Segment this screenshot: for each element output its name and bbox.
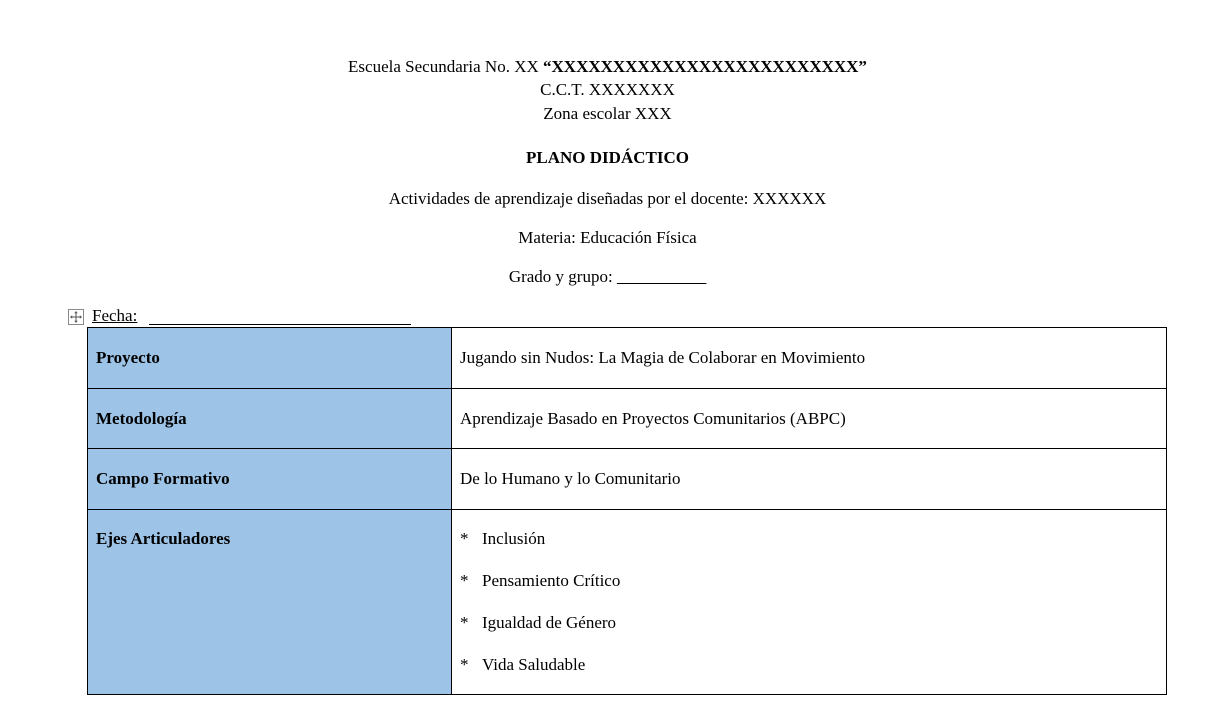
ejes-articuladores-list xyxy=(452,510,1167,695)
cct-line: C.C.T. XXXXXXX xyxy=(540,80,675,99)
eje-inclusion: Inclusión xyxy=(482,529,546,548)
grado-label: Grado y grupo: xyxy=(508,267,617,286)
table-row xyxy=(88,389,1167,449)
eje-igualdad-genero: Igualdad de Género xyxy=(482,613,617,632)
fecha-underline xyxy=(149,324,411,325)
eje-vida-saludable: Vida Saludable xyxy=(482,655,586,674)
zona-line: Zona escolar XXX xyxy=(543,104,672,123)
fecha-label: Fecha: xyxy=(92,306,138,325)
metodologia-value: Aprendizaje Basado en Proyectos Comunitarios (ABPC) xyxy=(452,389,1167,449)
bullet-mark: * xyxy=(460,655,469,674)
school-prefix: Escuela Secundaria No. XX xyxy=(348,57,544,76)
list-item xyxy=(460,655,1166,675)
eje-pensamiento-critico: Pensamiento Crítico xyxy=(482,571,621,590)
proyecto-label: Proyecto xyxy=(88,328,452,389)
list-item xyxy=(460,613,1166,633)
grado-blank: ____ ______ xyxy=(616,267,707,286)
document-title: PLANO DIDÁCTICO xyxy=(526,148,689,167)
activities-line: Actividades de aprendizaje diseñadas por el docente: XXXXXX xyxy=(388,189,827,208)
table-row xyxy=(88,328,1167,389)
materia-line: Materia: Educación Física xyxy=(518,228,697,247)
fecha-field[interactable] xyxy=(92,306,137,326)
plan-table xyxy=(87,327,1167,695)
bullet-mark: * xyxy=(460,613,469,632)
school-name: “XXXXXXXXXXXXXXXXXXXXXXXXX” xyxy=(543,57,867,76)
table-row xyxy=(88,510,1167,695)
list-item xyxy=(460,529,1166,549)
campo-formativo-value: De lo Humano y lo Comunitario xyxy=(452,449,1167,510)
bullet-mark: * xyxy=(460,529,469,548)
table-move-handle-icon[interactable] xyxy=(68,309,84,325)
school-heading xyxy=(0,57,1215,77)
grado-line xyxy=(0,267,1215,287)
metodologia-label: Metodología xyxy=(88,389,452,449)
ejes-articuladores-label: Ejes Articuladores xyxy=(88,510,452,695)
table-row xyxy=(88,449,1167,510)
bullet-mark: * xyxy=(460,571,469,590)
proyecto-value: Jugando sin Nudos: La Magia de Colaborar en Movimiento xyxy=(452,328,1167,389)
campo-formativo-label: Campo Formativo xyxy=(88,449,452,510)
list-item xyxy=(460,571,1166,591)
